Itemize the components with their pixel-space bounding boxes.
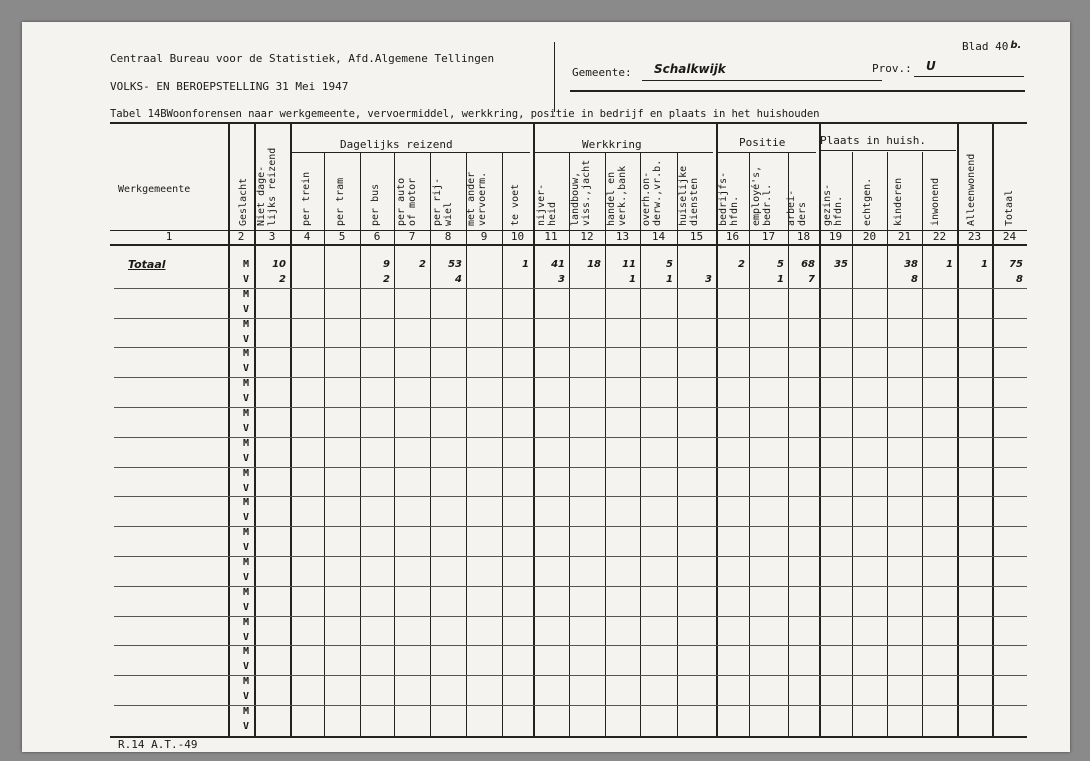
column-number: 3 — [268, 230, 276, 243]
positie-group-header: Positie — [739, 136, 786, 149]
totaal-v-cell: 7 — [808, 273, 815, 285]
totaal-m-cell: 9 — [383, 259, 390, 270]
col-20-header: echtgen. — [862, 177, 873, 226]
column-number: 24 — [1002, 230, 1017, 243]
column-number: 21 — [897, 230, 912, 243]
sex-label: M — [242, 259, 250, 270]
totaal-v-cell: 4 — [455, 273, 462, 285]
column-divider — [852, 152, 853, 736]
row-line — [114, 467, 1027, 468]
row-line — [114, 347, 1027, 348]
column-number: 8 — [444, 230, 452, 243]
row-line — [114, 377, 1027, 378]
sex-label: M — [242, 706, 250, 717]
col-7-header: per auto of motor — [396, 177, 418, 226]
totaal-v-cell: 1 — [777, 273, 784, 285]
totaal-m-cell: 68 — [801, 259, 815, 270]
column-divider — [290, 122, 292, 736]
column-divider — [394, 152, 395, 736]
totaal-m-cell: 1 — [981, 259, 988, 270]
sex-label: V — [242, 422, 250, 434]
plaats-group-header: Plaats in huish. — [820, 134, 926, 147]
sex-label: V — [242, 273, 250, 285]
column-divider — [502, 152, 503, 736]
col-23-header: Alleenwonend — [966, 153, 977, 226]
positie-group-rule — [716, 152, 816, 153]
totaal-m-cell: 10 — [272, 259, 286, 270]
sex-label: V — [242, 661, 250, 673]
totaal-v-cell: 2 — [383, 273, 390, 285]
column-divider — [788, 152, 789, 736]
col-13-header: handel en verk.,bank — [606, 165, 628, 226]
sex-label: M — [242, 557, 250, 568]
column-number: 1 — [165, 230, 173, 243]
row-line — [114, 318, 1027, 319]
column-divider — [324, 152, 325, 736]
totaal-v-cell: 1 — [666, 273, 673, 285]
sex-label: M — [242, 676, 250, 688]
column-divider — [957, 122, 959, 736]
col-3-header: Niet dage- lijks reizend — [256, 147, 278, 226]
prov-value: U — [926, 59, 936, 73]
col-2-header: Geslacht — [238, 177, 249, 226]
totaal-v-cell: 8 — [1016, 273, 1023, 285]
header-divider — [554, 42, 555, 112]
col-10-header: te voet — [510, 183, 521, 226]
sex-label: V — [242, 601, 250, 613]
prov-label: Prov.: — [872, 62, 912, 75]
totaal-label: Totaal — [128, 258, 166, 271]
column-number: 2 — [237, 230, 245, 243]
totaal-m-cell: 35 — [834, 259, 848, 270]
column-number: 7 — [408, 230, 416, 243]
col-11-header: nijver- heid — [536, 183, 558, 226]
gemeente-value: Schalkwijk — [654, 62, 726, 76]
gemeente-underline — [642, 80, 882, 81]
sex-label: M — [242, 378, 250, 390]
sex-label: V — [242, 363, 250, 375]
column-number: 18 — [796, 230, 811, 243]
col-14-header: overh.on- derw.,vr.b. — [641, 159, 663, 226]
column-divider — [992, 122, 994, 736]
row-line — [114, 675, 1027, 676]
sex-label: M — [242, 527, 250, 539]
prov-underline — [914, 76, 1024, 77]
sex-label: M — [242, 348, 250, 360]
column-divider — [716, 122, 718, 736]
sex-label: V — [242, 691, 250, 703]
col-21-header: kinderen — [893, 177, 904, 226]
column-number: 23 — [967, 230, 982, 243]
sex-label: M — [242, 408, 250, 419]
column-divider — [640, 152, 641, 736]
sex-label: V — [242, 303, 250, 315]
col-15-header: huiselijke diensten — [678, 165, 700, 226]
totaal-m-cell: 75 — [1009, 259, 1023, 270]
col-19-header: gezins- hfdn. — [822, 183, 844, 226]
col-12-header: landbouw, viss.,jacht — [570, 159, 592, 226]
werkkring-group-rule — [533, 152, 713, 153]
totaal-m-cell: 1 — [946, 259, 953, 270]
col-16-header: bedrijfs- hfdn. — [718, 171, 740, 226]
sex-label: V — [242, 631, 250, 643]
totaal-m-cell: 5 — [666, 259, 673, 270]
column-number: 5 — [338, 230, 346, 243]
row-line — [114, 586, 1027, 587]
column-divider — [819, 122, 821, 736]
col-17-header: employé's, bedr.l. — [751, 165, 773, 226]
column-divider — [360, 152, 361, 736]
form-code: R.14 A.T.-49 — [118, 738, 198, 751]
totaal-m-cell: 38 — [904, 259, 918, 270]
col-24-header: Totaal — [1004, 189, 1015, 226]
sex-label: M — [242, 437, 250, 449]
totaal-v-cell: 2 — [279, 273, 286, 285]
header-rule — [570, 90, 1025, 92]
row-line — [114, 556, 1027, 557]
sex-label: V — [242, 393, 250, 405]
totaal-v-cell: 8 — [911, 273, 918, 285]
sex-label: M — [242, 467, 250, 479]
column-divider — [749, 152, 750, 736]
totaal-m-cell: 53 — [448, 259, 462, 270]
col-22-header: inwonend — [930, 177, 941, 226]
column-divider — [605, 152, 606, 736]
col-9-header: met ander vervoerm. — [466, 171, 488, 226]
col-4-header: per trein — [301, 171, 312, 226]
row-line — [114, 437, 1027, 438]
column-divider — [254, 122, 256, 736]
column-number: 10 — [510, 230, 525, 243]
sex-label: V — [242, 542, 250, 554]
table-bottom-rule — [110, 736, 1027, 738]
plaats-group-rule — [819, 150, 956, 151]
sex-label: V — [242, 512, 250, 524]
totaal-v-cell: 1 — [629, 273, 636, 285]
column-number: 17 — [761, 230, 776, 243]
row-line — [114, 407, 1027, 408]
totaal-m-cell: 11 — [622, 259, 636, 270]
werkkring-group-header: Werkkring — [582, 138, 642, 151]
sex-label: M — [242, 646, 250, 658]
row-line — [114, 616, 1027, 617]
column-number: 11 — [544, 230, 558, 243]
dagelijks-group-header: Dagelijks reizend — [340, 138, 453, 151]
column-number: 12 — [580, 230, 594, 243]
totaal-m-cell: 2 — [419, 259, 426, 270]
org-title: Centraal Bureau voor de Statistiek, Afd.Algemene Tellingen — [110, 52, 495, 65]
sex-label: M — [242, 586, 250, 598]
column-divider — [887, 152, 888, 736]
column-divider — [533, 122, 535, 736]
sex-label: V — [242, 571, 250, 583]
census-title: VOLKS- EN BEROEPSTELLING 31 Mei 1947 — [110, 80, 349, 93]
column-divider — [677, 152, 678, 736]
totaal-m-cell: 1 — [522, 259, 529, 270]
column-divider — [466, 152, 467, 736]
column-divider — [430, 152, 431, 736]
totaal-m-cell: 18 — [587, 259, 601, 270]
column-number: 4 — [303, 230, 311, 243]
col-5-header: per tram — [335, 177, 346, 226]
col-8-header: per rij- wiel — [432, 177, 454, 226]
blad-label: Blad 40 b. — [962, 40, 1022, 53]
sex-label: M — [242, 497, 250, 509]
totaal-m-cell: 2 — [738, 259, 745, 270]
column-divider — [228, 122, 230, 736]
totaal-m-cell: 5 — [777, 259, 784, 270]
column-number: 13 — [615, 230, 630, 243]
column-number: 6 — [373, 230, 381, 243]
row-line — [114, 645, 1027, 646]
totaal-m-cell: 41 — [551, 259, 565, 270]
column-number: 14 — [651, 230, 666, 243]
sex-label: V — [242, 482, 250, 494]
col-18-header: arbei- ders — [786, 189, 808, 226]
column-number: 15 — [689, 230, 704, 243]
column-divider — [569, 152, 570, 736]
sex-label: M — [242, 318, 250, 330]
column-number: 20 — [862, 230, 877, 243]
col-1-header: Werkgemeente — [118, 184, 191, 195]
column-number: 9 — [480, 230, 488, 243]
row-line — [114, 288, 1027, 289]
totaal-v-cell: 3 — [558, 273, 565, 285]
census-form-sheet — [22, 22, 1070, 752]
row-line — [114, 705, 1027, 706]
column-number: 22 — [932, 230, 947, 243]
totaal-v-cell: 3 — [705, 273, 712, 285]
sex-label: M — [242, 616, 250, 628]
column-number: 16 — [725, 230, 740, 243]
table-title: Tabel 14BWoonforensen naar werkgemeente, vervoermiddel, werkkring, positie in bedrijf en plaats in het huishouden — [110, 108, 820, 120]
row-line — [114, 526, 1027, 527]
column-divider — [922, 152, 923, 736]
sex-label: V — [242, 720, 250, 732]
sex-label: V — [242, 452, 250, 464]
dagelijks-group-rule — [290, 152, 530, 153]
column-number: 19 — [828, 230, 843, 243]
row-line — [114, 496, 1027, 497]
col-6-header: per bus — [370, 183, 381, 226]
sex-label: V — [242, 333, 250, 345]
gemeente-label: Gemeente: — [572, 66, 632, 79]
table-top-rule — [110, 122, 1027, 124]
sex-label: M — [242, 288, 250, 300]
